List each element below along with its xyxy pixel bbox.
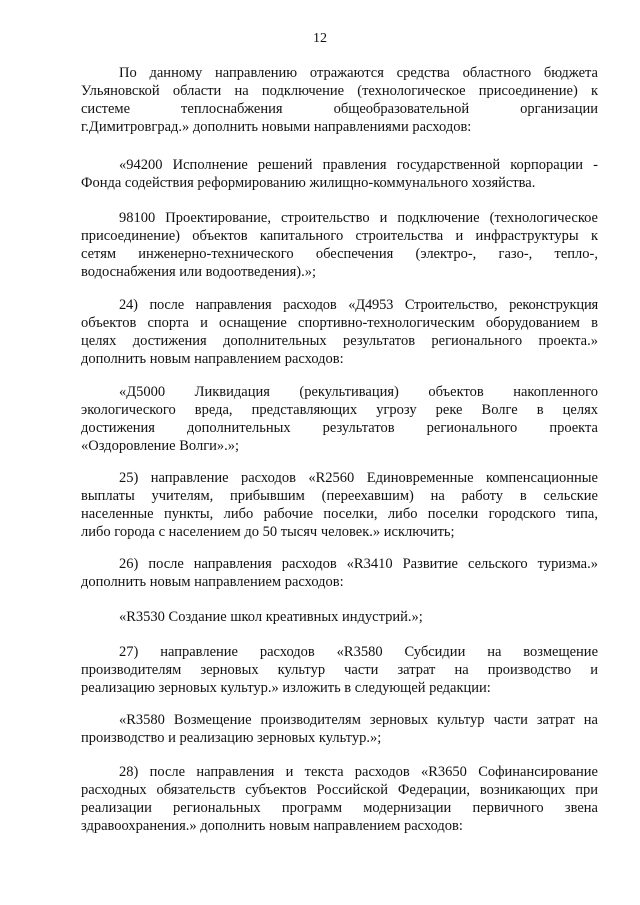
text-line: «94200 Исполнение решений правления государственной корпорации -	[119, 157, 598, 173]
text-line: расходных обязательств субъектов Российской Федерации, возникающих при	[81, 782, 598, 798]
text-line: достижения дополнительных результатов регионального проекта	[81, 420, 598, 436]
text-line: 26) после направления расходов «R3410 Развитие сельского туризма.»	[119, 556, 598, 572]
text-line: 25) направление расходов «R2560 Единовременные компенсационные	[119, 470, 598, 486]
text-line: водоснабжения или водоотведения).»;	[81, 264, 317, 280]
paragraph-10	[81, 711, 598, 747]
text-line: г.Димитровград.» дополнить новыми направлениями расходов:	[81, 119, 472, 135]
paragraph-4	[81, 296, 598, 368]
text-line: 98100 Проектирование, строительство и подключение (технологическое	[119, 210, 598, 226]
text-line: «R3530 Создание школ креативных индустрий.»;	[119, 609, 423, 625]
text-line: дополнить новым направлением расходов:	[81, 574, 344, 590]
paragraph-9	[81, 643, 598, 697]
paragraph-1	[81, 64, 598, 136]
text-line: Ульяновской области на подключение (технологическое присоединение) к	[81, 83, 598, 99]
paragraph-6	[81, 469, 598, 541]
text-line: производство и реализацию зерновых культур.»;	[81, 730, 382, 746]
paragraph-5	[81, 383, 598, 455]
text-line: целях достижения дополнительных результатов регионального проекта.»	[81, 333, 598, 349]
text-line: «Д5000 Ликвидация (рекультивация) объектов накопленного	[119, 384, 598, 400]
text-line: «Оздоровление Волги».»;	[81, 438, 240, 454]
text-line: 24) после направления расходов «Д4953 Строительство, реконструкция	[119, 297, 598, 313]
paragraph-3	[81, 209, 598, 281]
text-line: сетям инженерно-технического обеспечения (электро-, газо-, тепло-,	[81, 246, 598, 262]
paragraph-8	[81, 608, 598, 626]
text-line: выплаты учителям, прибывшим (переехавшим) на работу в сельские	[81, 488, 598, 504]
text-line: реализацию зерновых культур.» изложить в следующей редакции:	[81, 680, 491, 696]
text-line: здравоохранения.» дополнить новым направлением расходов:	[81, 818, 463, 834]
text-line: либо города с населением до 50 тысяч человек.» исключить;	[81, 524, 455, 540]
text-line: По данному направлению отражаются средства областного бюджета	[119, 65, 598, 81]
paragraph-2	[81, 156, 598, 192]
text-line: 27) направление расходов «R3580 Субсидии на возмещение	[119, 644, 598, 660]
text-line: Фонда содействия реформированию жилищно-коммунального хозяйства.	[81, 175, 536, 191]
paragraph-7	[81, 555, 598, 591]
text-line: 28) после направления и текста расходов «R3650 Софинансирование	[119, 764, 598, 780]
paragraph-11	[81, 763, 598, 835]
text-line: реализации региональных программ модернизации первичного звена	[81, 800, 598, 816]
page-number: 12	[313, 31, 327, 46]
text-line: системе теплоснабжения общеобразовательной организации	[81, 101, 598, 117]
text-line: дополнить новым направлением расходов:	[81, 351, 344, 367]
text-line: присоединение) объектов капитального строительства и инфраструктуры к	[81, 228, 598, 244]
text-line: населенные пункты, либо рабочие поселки, либо поселки городского типа,	[81, 506, 598, 522]
text-line: «R3580 Возмещение производителям зерновых культур части затрат на	[119, 712, 598, 728]
text-line: объектов спорта и оснащение спортивно-технологическим оборудованием в	[81, 315, 598, 331]
text-line: экологического вреда, представляющих угрозу реке Волге в целях	[81, 402, 598, 418]
text-line: производителям зерновых культур части затрат на производство и	[81, 662, 598, 678]
